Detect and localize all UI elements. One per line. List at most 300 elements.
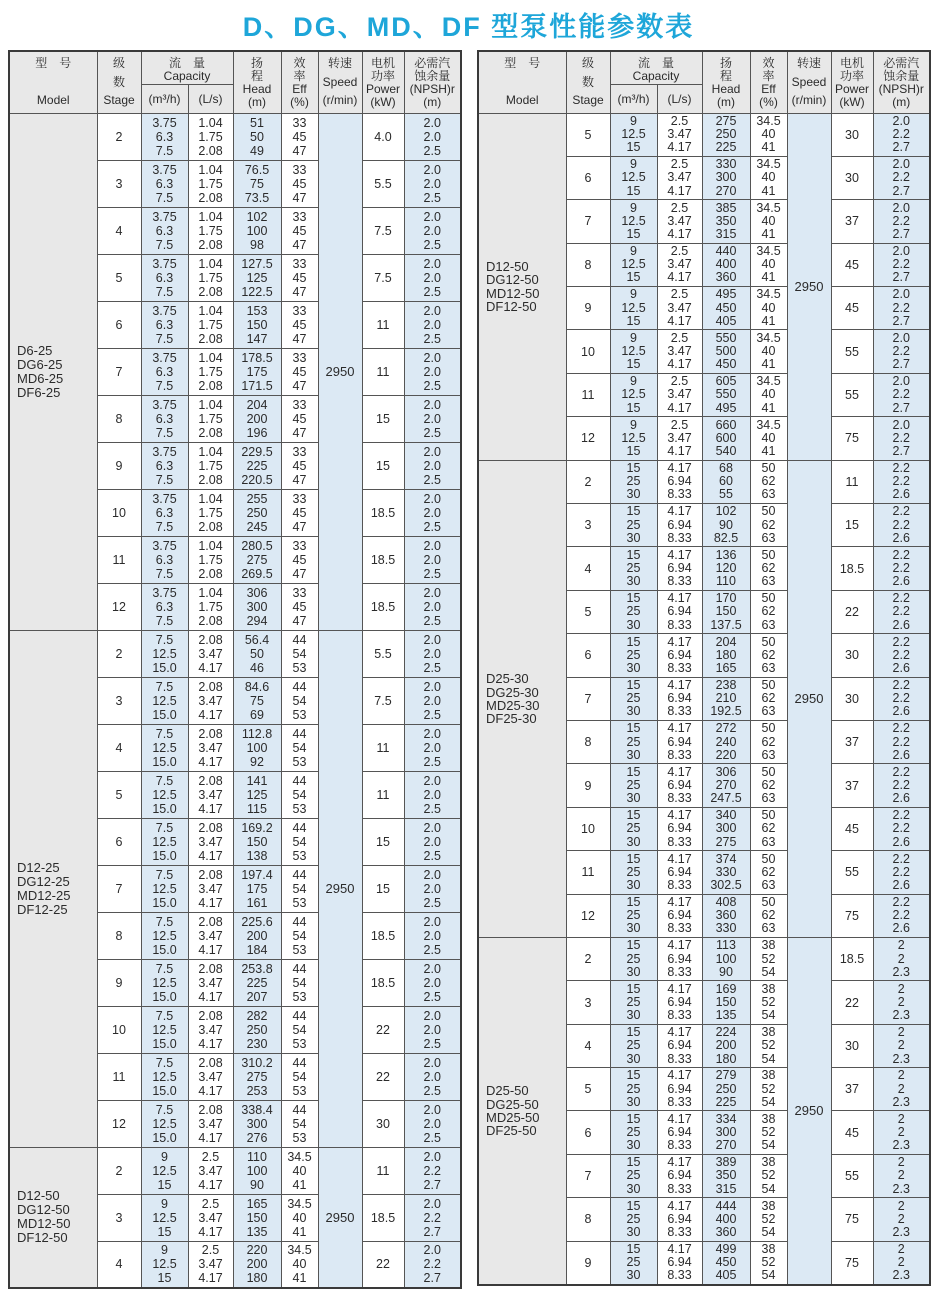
table-row	[478, 460, 930, 503]
head-cell: 279 250 225	[702, 1068, 750, 1111]
power-cell: 5.5	[362, 160, 404, 207]
power-cell: 18.5	[362, 959, 404, 1006]
stage-cell: 6	[97, 818, 141, 865]
power-cell: 18.5	[362, 489, 404, 536]
capacity-ls-cell: 1.04 1.75 2.08	[188, 583, 233, 630]
power-cell: 55	[831, 1154, 873, 1197]
head-cell: 141 125 115	[233, 771, 281, 818]
stage-cell: 12	[566, 417, 610, 460]
npsh-cell: 2.0 2.0 2.5	[404, 583, 461, 630]
capacity-m3h-cell: 3.75 6.3 7.5	[141, 442, 188, 489]
eff-cell: 34.5 40 41	[750, 287, 787, 330]
eff-cell: 34.5 40 41	[281, 1241, 318, 1288]
npsh-cell: 2.2 2.2 2.6	[873, 634, 930, 677]
col-header-speed: 转速 Speed (r/min)	[787, 51, 831, 113]
stage-cell: 9	[97, 442, 141, 489]
capacity-ls-cell: 2.5 3.47 4.17	[657, 243, 702, 286]
eff-cell: 33 45 47	[281, 113, 318, 160]
stage-cell: 6	[566, 1111, 610, 1154]
stage-cell: 12	[97, 583, 141, 630]
npsh-cell: 2.0 2.0 2.5	[404, 207, 461, 254]
npsh-cell: 2.0 2.2 2.7	[404, 1147, 461, 1194]
eff-cell: 34.5 40 41	[281, 1147, 318, 1194]
eff-cell: 34.5 40 41	[750, 417, 787, 460]
head-cell: 225.6 200 184	[233, 912, 281, 959]
head-cell: 102 90 82.5	[702, 504, 750, 547]
head-cell: 112.8 100 92	[233, 724, 281, 771]
npsh-cell: 2.0 2.2 2.7	[873, 200, 930, 243]
head-cell: 169.2 150 138	[233, 818, 281, 865]
col-header-capacity: 流 量 Capacity	[610, 51, 702, 84]
eff-cell: 50 62 63	[750, 894, 787, 937]
npsh-cell: 2 2 2.3	[873, 981, 930, 1024]
col-header-model: 型 号 Model	[9, 51, 97, 113]
power-cell: 22	[831, 590, 873, 633]
capacity-m3h-cell: 7.5 12.5 15.0	[141, 677, 188, 724]
power-cell: 55	[831, 851, 873, 894]
eff-cell: 38 52 54	[750, 1068, 787, 1111]
power-cell: 37	[831, 1068, 873, 1111]
capacity-m3h-cell: 3.75 6.3 7.5	[141, 160, 188, 207]
npsh-cell: 2.0 2.0 2.5	[404, 254, 461, 301]
capacity-m3h-cell: 7.5 12.5 15.0	[141, 724, 188, 771]
capacity-m3h-cell: 9 12.5 15	[610, 330, 657, 373]
npsh-cell: 2.2 2.2 2.6	[873, 764, 930, 807]
eff-cell: 50 62 63	[750, 851, 787, 894]
power-cell: 22	[831, 981, 873, 1024]
capacity-ls-cell: 2.5 3.47 4.17	[657, 417, 702, 460]
head-cell: 51 50 49	[233, 113, 281, 160]
power-cell: 18.5	[362, 1194, 404, 1241]
head-cell: 253.8 225 207	[233, 959, 281, 1006]
table-body	[478, 113, 930, 1285]
stage-cell: 2	[97, 1147, 141, 1194]
capacity-ls-cell: 1.04 1.75 2.08	[188, 348, 233, 395]
pump-parameter-table	[8, 50, 462, 1289]
power-cell: 37	[831, 720, 873, 763]
eff-cell: 34.5 40 41	[750, 113, 787, 156]
head-cell: 84.6 75 69	[233, 677, 281, 724]
power-cell: 22	[362, 1241, 404, 1288]
npsh-cell: 2 2 2.3	[873, 1068, 930, 1111]
speed-cell: 2950	[787, 460, 831, 937]
eff-cell: 50 62 63	[750, 590, 787, 633]
stage-cell: 3	[97, 160, 141, 207]
capacity-ls-cell: 4.17 6.94 8.33	[657, 894, 702, 937]
head-cell: 499 450 405	[702, 1241, 750, 1284]
stage-cell: 4	[97, 724, 141, 771]
capacity-ls-cell: 2.08 3.47 4.17	[188, 724, 233, 771]
npsh-cell: 2.0 2.2 2.7	[873, 373, 930, 416]
capacity-ls-cell: 4.17 6.94 8.33	[657, 720, 702, 763]
capacity-m3h-cell: 15 25 30	[610, 720, 657, 763]
table-row	[9, 113, 461, 160]
eff-cell: 38 52 54	[750, 1111, 787, 1154]
capacity-m3h-cell: 9 12.5 15	[610, 113, 657, 156]
capacity-m3h-cell: 15 25 30	[610, 504, 657, 547]
header-row	[9, 51, 461, 84]
capacity-m3h-cell: 15 25 30	[610, 1111, 657, 1154]
capacity-ls-cell: 2.5 3.47 4.17	[188, 1194, 233, 1241]
eff-cell: 34.5 40 41	[750, 373, 787, 416]
capacity-m3h-cell: 15 25 30	[610, 851, 657, 894]
power-cell: 18.5	[362, 912, 404, 959]
stage-cell: 10	[97, 489, 141, 536]
col-header-speed: 转速 Speed (r/min)	[318, 51, 362, 113]
capacity-m3h-cell: 9 12.5 15	[610, 243, 657, 286]
npsh-cell: 2.2 2.2 2.6	[873, 807, 930, 850]
eff-cell: 34.5 40 41	[750, 156, 787, 199]
eff-cell: 44 54 53	[281, 1053, 318, 1100]
power-cell: 75	[831, 1241, 873, 1284]
power-cell: 22	[362, 1006, 404, 1053]
power-cell: 55	[831, 373, 873, 416]
stage-cell: 2	[97, 113, 141, 160]
capacity-m3h-cell: 9 12.5 15	[610, 417, 657, 460]
npsh-cell: 2.0 2.0 2.5	[404, 113, 461, 160]
capacity-m3h-cell: 9 12.5 15	[141, 1194, 188, 1241]
capacity-ls-cell: 1.04 1.75 2.08	[188, 207, 233, 254]
npsh-cell: 2.0 2.0 2.5	[404, 771, 461, 818]
power-cell: 30	[831, 634, 873, 677]
power-cell: 15	[362, 442, 404, 489]
capacity-m3h-cell: 15 25 30	[610, 807, 657, 850]
capacity-m3h-cell: 15 25 30	[610, 1068, 657, 1111]
stage-cell: 11	[97, 1053, 141, 1100]
capacity-ls-cell: 4.17 6.94 8.33	[657, 1111, 702, 1154]
stage-cell: 5	[97, 771, 141, 818]
col-header-model: 型 号 Model	[478, 51, 566, 113]
head-cell: 440 400 360	[702, 243, 750, 286]
pump-parameter-table	[477, 50, 931, 1286]
capacity-ls-cell: 1.04 1.75 2.08	[188, 160, 233, 207]
head-cell: 170 150 137.5	[702, 590, 750, 633]
npsh-cell: 2.2 2.2 2.6	[873, 894, 930, 937]
head-cell: 197.4 175 161	[233, 865, 281, 912]
stage-cell: 11	[97, 536, 141, 583]
head-cell: 660 600 540	[702, 417, 750, 460]
eff-cell: 34.5 40 41	[750, 330, 787, 373]
power-cell: 5.5	[362, 630, 404, 677]
stage-cell: 9	[566, 287, 610, 330]
head-cell: 165 150 135	[233, 1194, 281, 1241]
speed-cell: 2950	[318, 113, 362, 630]
head-cell: 340 300 275	[702, 807, 750, 850]
capacity-m3h-cell: 15 25 30	[610, 590, 657, 633]
power-cell: 15	[362, 395, 404, 442]
power-cell: 45	[831, 807, 873, 850]
power-cell: 15	[362, 818, 404, 865]
power-cell: 11	[362, 348, 404, 395]
stage-cell: 5	[566, 113, 610, 156]
head-cell: 444 400 360	[702, 1198, 750, 1241]
capacity-ls-cell: 2.08 3.47 4.17	[188, 912, 233, 959]
stage-cell: 11	[566, 851, 610, 894]
model-cell: D12-25 DG12-25 MD12-25 DF12-25	[9, 630, 97, 1147]
capacity-m3h-cell: 7.5 12.5 15.0	[141, 1100, 188, 1147]
header-row	[478, 51, 930, 84]
head-cell: 204 200 196	[233, 395, 281, 442]
col-header-eff: 效 率 Eff (%)	[750, 51, 787, 113]
capacity-ls-cell: 4.17 6.94 8.33	[657, 1198, 702, 1241]
capacity-ls-cell: 4.17 6.94 8.33	[657, 504, 702, 547]
power-cell: 7.5	[362, 677, 404, 724]
capacity-m3h-cell: 15 25 30	[610, 894, 657, 937]
stage-cell: 2	[566, 460, 610, 503]
speed-cell: 2950	[787, 937, 831, 1284]
head-cell: 389 350 315	[702, 1154, 750, 1197]
capacity-m3h-cell: 3.75 6.3 7.5	[141, 254, 188, 301]
capacity-ls-cell: 4.17 6.94 8.33	[657, 590, 702, 633]
npsh-cell: 2.0 2.0 2.5	[404, 677, 461, 724]
capacity-m3h-cell: 15 25 30	[610, 981, 657, 1024]
power-cell: 18.5	[831, 937, 873, 980]
stage-cell: 4	[97, 207, 141, 254]
power-cell: 11	[362, 724, 404, 771]
speed-cell: 2950	[318, 630, 362, 1147]
stage-cell: 11	[566, 373, 610, 416]
head-cell: 275 250 225	[702, 113, 750, 156]
capacity-ls-cell: 2.08 3.47 4.17	[188, 771, 233, 818]
head-cell: 153 150 147	[233, 301, 281, 348]
capacity-m3h-cell: 7.5 12.5 15.0	[141, 865, 188, 912]
head-cell: 385 350 315	[702, 200, 750, 243]
eff-cell: 34.5 40 41	[750, 243, 787, 286]
capacity-ls-cell: 2.5 3.47 4.17	[657, 113, 702, 156]
npsh-cell: 2 2 2.3	[873, 1111, 930, 1154]
stage-cell: 8	[566, 243, 610, 286]
capacity-m3h-cell: 7.5 12.5 15.0	[141, 959, 188, 1006]
power-cell: 75	[831, 1198, 873, 1241]
npsh-cell: 2.2 2.2 2.6	[873, 460, 930, 503]
eff-cell: 33 45 47	[281, 301, 318, 348]
stage-cell: 4	[566, 547, 610, 590]
head-cell: 224 200 180	[702, 1024, 750, 1067]
eff-cell: 38 52 54	[750, 1154, 787, 1197]
eff-cell: 50 62 63	[750, 547, 787, 590]
page-title: D、DG、MD、DF 型泵性能参数表	[242, 12, 695, 42]
model-cell: D12-50 DG12-50 MD12-50 DF12-50	[478, 113, 566, 460]
capacity-ls-cell: 2.5 3.47 4.17	[188, 1241, 233, 1288]
npsh-cell: 2 2 2.3	[873, 1241, 930, 1284]
capacity-ls-cell: 4.17 6.94 8.33	[657, 937, 702, 980]
capacity-ls-cell: 4.17 6.94 8.33	[657, 677, 702, 720]
eff-cell: 38 52 54	[750, 937, 787, 980]
power-cell: 45	[831, 1111, 873, 1154]
capacity-ls-cell: 2.5 3.47 4.17	[657, 287, 702, 330]
col-header-capacity: 流 量 Capacity	[141, 51, 233, 84]
eff-cell: 33 45 47	[281, 348, 318, 395]
power-cell: 55	[831, 330, 873, 373]
capacity-ls-cell: 2.5 3.47 4.17	[188, 1147, 233, 1194]
eff-cell: 44 54 53	[281, 724, 318, 771]
npsh-cell: 2.0 2.0 2.5	[404, 348, 461, 395]
eff-cell: 38 52 54	[750, 981, 787, 1024]
capacity-ls-cell: 4.17 6.94 8.33	[657, 981, 702, 1024]
capacity-m3h-cell: 9 12.5 15	[610, 373, 657, 416]
capacity-ls-cell: 4.17 6.94 8.33	[657, 764, 702, 807]
power-cell: 15	[362, 865, 404, 912]
capacity-m3h-cell: 9 12.5 15	[141, 1147, 188, 1194]
npsh-cell: 2.0 2.2 2.7	[873, 417, 930, 460]
capacity-m3h-cell: 3.75 6.3 7.5	[141, 348, 188, 395]
capacity-m3h-cell: 15 25 30	[610, 1241, 657, 1284]
eff-cell: 33 45 47	[281, 536, 318, 583]
capacity-ls-cell: 4.17 6.94 8.33	[657, 1068, 702, 1111]
power-cell: 11	[831, 460, 873, 503]
capacity-m3h-cell: 15 25 30	[610, 460, 657, 503]
eff-cell: 44 54 53	[281, 677, 318, 724]
stage-cell: 10	[97, 1006, 141, 1053]
capacity-ls-cell: 1.04 1.75 2.08	[188, 536, 233, 583]
head-cell: 374 330 302.5	[702, 851, 750, 894]
capacity-m3h-cell: 15 25 30	[610, 677, 657, 720]
table-row	[9, 630, 461, 677]
stage-cell: 5	[97, 254, 141, 301]
stage-cell: 9	[566, 1241, 610, 1284]
npsh-cell: 2.0 2.0 2.5	[404, 442, 461, 489]
stage-cell: 7	[566, 200, 610, 243]
npsh-cell: 2.2 2.2 2.6	[873, 677, 930, 720]
capacity-m3h-cell: 3.75 6.3 7.5	[141, 583, 188, 630]
col-header-capacity-m3h: (m³/h)	[610, 84, 657, 113]
capacity-ls-cell: 1.04 1.75 2.08	[188, 489, 233, 536]
capacity-m3h-cell: 7.5 12.5 15.0	[141, 1053, 188, 1100]
col-header-head: 扬 程 Head (m)	[702, 51, 750, 113]
npsh-cell: 2.2 2.2 2.6	[873, 547, 930, 590]
power-cell: 4.0	[362, 113, 404, 160]
power-cell: 11	[362, 1147, 404, 1194]
eff-cell: 38 52 54	[750, 1241, 787, 1284]
stage-cell: 8	[97, 912, 141, 959]
head-cell: 338.4 300 276	[233, 1100, 281, 1147]
head-cell: 306 270 247.5	[702, 764, 750, 807]
npsh-cell: 2.0 2.0 2.5	[404, 489, 461, 536]
capacity-m3h-cell: 9 12.5 15	[610, 200, 657, 243]
stage-cell: 8	[566, 720, 610, 763]
capacity-m3h-cell: 3.75 6.3 7.5	[141, 301, 188, 348]
col-header-stage: 级 数 Stage	[566, 51, 610, 113]
eff-cell: 33 45 47	[281, 489, 318, 536]
capacity-ls-cell: 1.04 1.75 2.08	[188, 442, 233, 489]
col-header-capacity-m3h: (m³/h)	[141, 84, 188, 113]
power-cell: 75	[831, 894, 873, 937]
eff-cell: 33 45 47	[281, 395, 318, 442]
power-cell: 11	[362, 301, 404, 348]
capacity-ls-cell: 1.04 1.75 2.08	[188, 254, 233, 301]
head-cell: 605 550 495	[702, 373, 750, 416]
power-cell: 18.5	[362, 536, 404, 583]
head-cell: 550 500 450	[702, 330, 750, 373]
eff-cell: 33 45 47	[281, 160, 318, 207]
stage-cell: 3	[97, 1194, 141, 1241]
npsh-cell: 2.0 2.0 2.5	[404, 1006, 461, 1053]
capacity-m3h-cell: 7.5 12.5 15.0	[141, 771, 188, 818]
stage-cell: 2	[97, 630, 141, 677]
stage-cell: 7	[97, 865, 141, 912]
eff-cell: 50 62 63	[750, 634, 787, 677]
capacity-ls-cell: 1.04 1.75 2.08	[188, 395, 233, 442]
stage-cell: 5	[566, 590, 610, 633]
npsh-cell: 2.0 2.2 2.7	[873, 243, 930, 286]
stage-cell: 9	[566, 764, 610, 807]
npsh-cell: 2.0 2.0 2.5	[404, 865, 461, 912]
power-cell: 30	[831, 677, 873, 720]
capacity-ls-cell: 2.08 3.47 4.17	[188, 677, 233, 724]
capacity-m3h-cell: 9 12.5 15	[610, 287, 657, 330]
stage-cell: 6	[566, 156, 610, 199]
power-cell: 75	[831, 417, 873, 460]
speed-cell: 2950	[318, 1147, 362, 1288]
capacity-m3h-cell: 15 25 30	[610, 1198, 657, 1241]
npsh-cell: 2.0 2.2 2.7	[873, 113, 930, 156]
eff-cell: 50 62 63	[750, 677, 787, 720]
eff-cell: 34.5 40 41	[750, 200, 787, 243]
stage-cell: 10	[566, 807, 610, 850]
eff-cell: 44 54 53	[281, 771, 318, 818]
stage-cell: 3	[566, 981, 610, 1024]
capacity-m3h-cell: 15 25 30	[610, 1024, 657, 1067]
head-cell: 495 450 405	[702, 287, 750, 330]
power-cell: 30	[831, 113, 873, 156]
capacity-ls-cell: 4.17 6.94 8.33	[657, 851, 702, 894]
head-cell: 330 300 270	[702, 156, 750, 199]
capacity-ls-cell: 2.5 3.47 4.17	[657, 330, 702, 373]
head-cell: 110 100 90	[233, 1147, 281, 1194]
capacity-m3h-cell: 3.75 6.3 7.5	[141, 489, 188, 536]
head-cell: 76.5 75 73.5	[233, 160, 281, 207]
eff-cell: 44 54 53	[281, 630, 318, 677]
capacity-ls-cell: 4.17 6.94 8.33	[657, 1024, 702, 1067]
head-cell: 272 240 220	[702, 720, 750, 763]
head-cell: 220 200 180	[233, 1241, 281, 1288]
capacity-m3h-cell: 3.75 6.3 7.5	[141, 207, 188, 254]
npsh-cell: 2.0 2.0 2.5	[404, 1100, 461, 1147]
col-header-capacity-ls: (L/s)	[657, 84, 702, 113]
eff-cell: 44 54 53	[281, 818, 318, 865]
power-cell: 30	[831, 1024, 873, 1067]
col-header-eff: 效 率 Eff (%)	[281, 51, 318, 113]
power-cell: 37	[831, 200, 873, 243]
model-cell: D25-50 DG25-50 MD25-50 DF25-50	[478, 937, 566, 1284]
capacity-m3h-cell: 7.5 12.5 15.0	[141, 1006, 188, 1053]
head-cell: 280.5 275 269.5	[233, 536, 281, 583]
pump-table-right	[477, 50, 931, 1286]
capacity-ls-cell: 4.17 6.94 8.33	[657, 460, 702, 503]
npsh-cell: 2.0 2.2 2.7	[873, 330, 930, 373]
eff-cell: 33 45 47	[281, 442, 318, 489]
npsh-cell: 2.2 2.2 2.6	[873, 504, 930, 547]
eff-cell: 44 54 53	[281, 959, 318, 1006]
head-cell: 113 100 90	[702, 937, 750, 980]
power-cell: 45	[831, 243, 873, 286]
capacity-m3h-cell: 9 12.5 15	[610, 156, 657, 199]
npsh-cell: 2.0 2.0 2.5	[404, 630, 461, 677]
eff-cell: 33 45 47	[281, 254, 318, 301]
stage-cell: 4	[97, 1241, 141, 1288]
npsh-cell: 2 2 2.3	[873, 1198, 930, 1241]
head-cell: 204 180 165	[702, 634, 750, 677]
capacity-m3h-cell: 7.5 12.5 15.0	[141, 630, 188, 677]
npsh-cell: 2 2 2.3	[873, 1154, 930, 1197]
model-cell: D25-30 DG25-30 MD25-30 DF25-30	[478, 460, 566, 937]
eff-cell: 44 54 53	[281, 912, 318, 959]
col-header-capacity-ls: (L/s)	[188, 84, 233, 113]
npsh-cell: 2.0 2.0 2.5	[404, 912, 461, 959]
capacity-m3h-cell: 3.75 6.3 7.5	[141, 395, 188, 442]
capacity-m3h-cell: 3.75 6.3 7.5	[141, 536, 188, 583]
capacity-m3h-cell: 15 25 30	[610, 764, 657, 807]
